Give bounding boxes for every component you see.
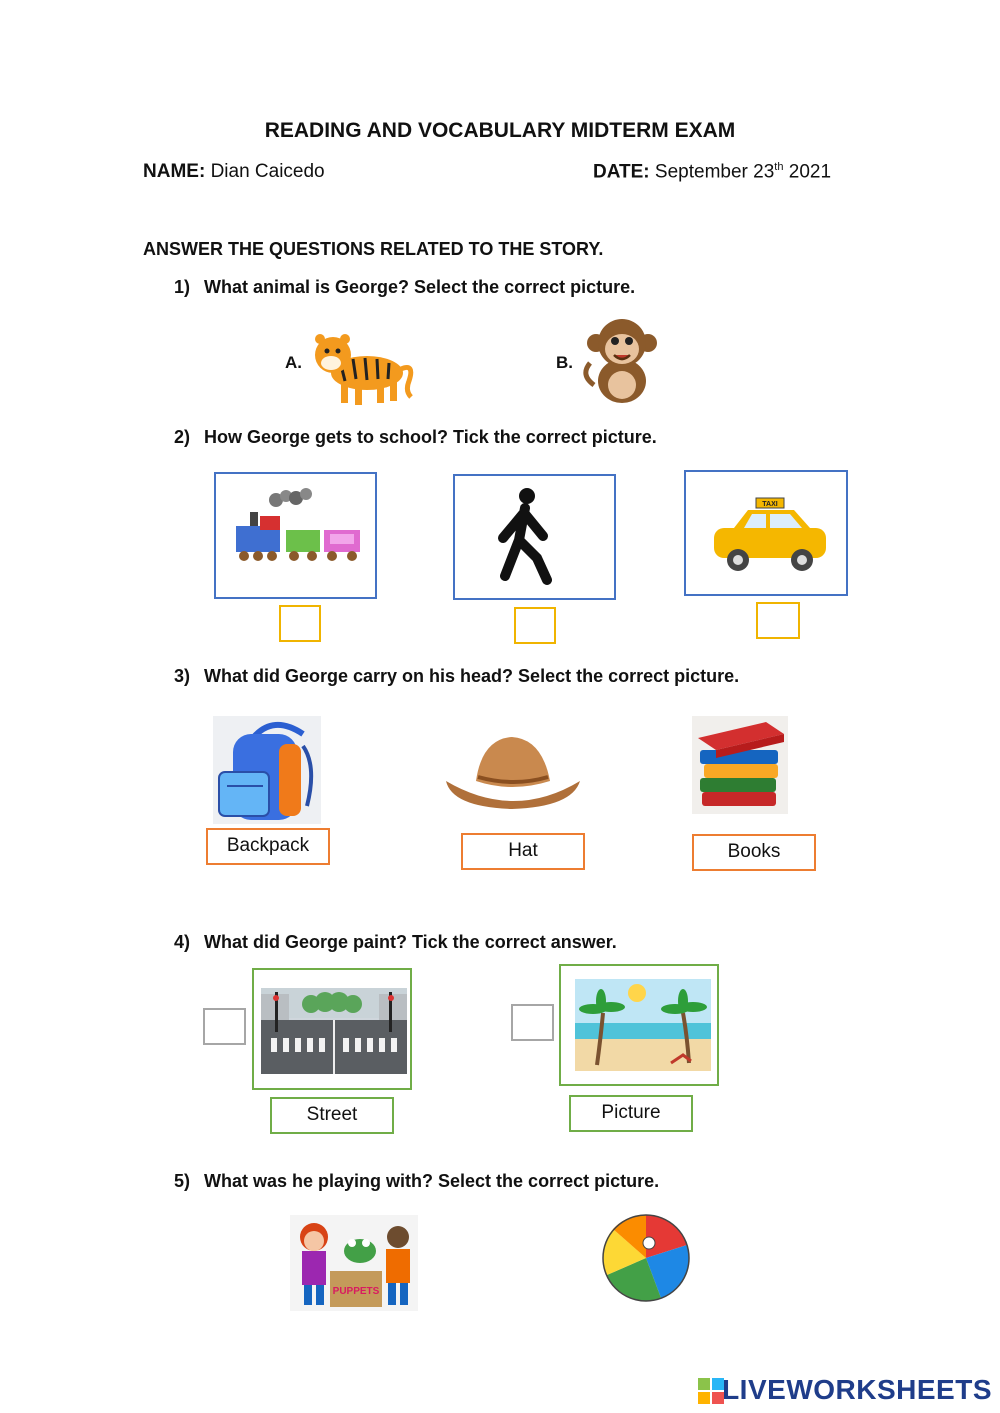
- question-number: 2): [174, 427, 191, 447]
- puppets-box-text: PUPPETS: [332, 1286, 380, 1297]
- question-text: What was he playing with? Select the correct picture.: [204, 1171, 660, 1191]
- picture-option-frame[interactable]: [559, 964, 719, 1086]
- train-icon: [230, 488, 365, 573]
- question-number: 5): [174, 1171, 191, 1191]
- books-label[interactable]: Books: [692, 834, 816, 871]
- liveworksheets-logo-text: LIVEWORKSHEETS: [722, 1374, 992, 1405]
- hat-icon[interactable]: [444, 733, 582, 813]
- liveworksheets-logo-icon: [698, 1378, 724, 1404]
- train-tick-box[interactable]: [279, 605, 321, 642]
- question-1: [174, 277, 635, 298]
- question-4: [174, 932, 617, 953]
- question-number: 1): [174, 277, 191, 297]
- taxi-sign-text: TAXI: [762, 501, 778, 508]
- backpack-icon[interactable]: [213, 716, 321, 824]
- street-tick-box[interactable]: [203, 1008, 246, 1045]
- train-option-frame[interactable]: [214, 472, 377, 599]
- picture-tick-box[interactable]: [511, 1004, 554, 1041]
- question-number: 4): [174, 932, 191, 952]
- taxi-option-frame[interactable]: [684, 470, 848, 596]
- walking-option-frame[interactable]: [453, 474, 616, 600]
- picture-label[interactable]: Picture: [569, 1095, 693, 1132]
- question-text: How George gets to school? Tick the correct picture.: [204, 427, 657, 447]
- page-title: READING AND VOCABULARY MIDTERM EXAM: [264, 119, 736, 142]
- name-label: NAME:: [143, 161, 206, 182]
- option-a-label: A.: [285, 353, 302, 372]
- monkey-icon[interactable]: [580, 315, 660, 407]
- section-heading: ANSWER THE QUESTIONS RELATED TO THE STORY.: [143, 239, 604, 259]
- puppets-icon[interactable]: [290, 1215, 418, 1311]
- option-b-label: B.: [556, 353, 573, 372]
- walking-tick-box[interactable]: [514, 607, 556, 644]
- tiger-icon[interactable]: [305, 325, 415, 410]
- beach-icon: [575, 979, 711, 1071]
- question-number: 3): [174, 666, 191, 686]
- street-option-frame[interactable]: [252, 968, 412, 1090]
- name-field: [143, 161, 325, 183]
- hat-label[interactable]: Hat: [461, 833, 585, 870]
- date-year: 2021: [783, 161, 832, 183]
- date-value: September 23: [654, 161, 775, 183]
- books-icon[interactable]: [692, 716, 788, 814]
- street-icon: [261, 988, 407, 1074]
- date-superscript: th: [774, 161, 784, 173]
- walking-person-icon: [497, 484, 577, 589]
- taxi-icon: [710, 496, 830, 576]
- street-label[interactable]: Street: [270, 1097, 394, 1134]
- question-2: [174, 427, 657, 448]
- question-text: What did George paint? Tick the correct answer.: [204, 932, 617, 952]
- taxi-tick-box[interactable]: [756, 602, 800, 639]
- backpack-label[interactable]: Backpack: [206, 828, 330, 865]
- ball-icon[interactable]: [601, 1213, 691, 1303]
- name-value: Dian Caicedo: [210, 161, 325, 182]
- question-text: What did George carry on his head? Select the correct picture.: [204, 666, 740, 686]
- date-label: DATE:: [593, 161, 650, 183]
- question-text: What animal is George? Select the correct picture.: [204, 277, 636, 297]
- question-3: [174, 666, 739, 687]
- date-field: [593, 161, 831, 183]
- question-5: [174, 1171, 659, 1192]
